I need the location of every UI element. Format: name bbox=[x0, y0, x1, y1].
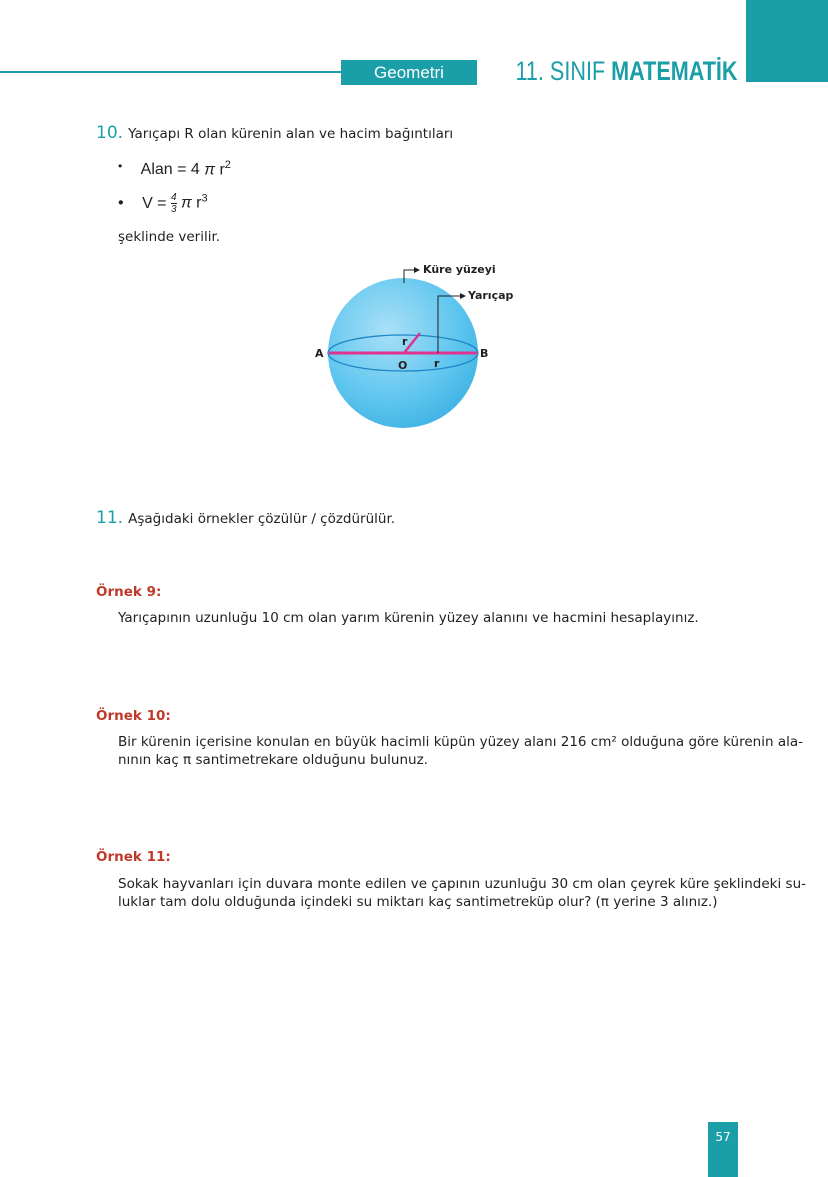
point-b: B bbox=[480, 347, 489, 360]
item-text: Aşağıdaki örnekler çözülür / çözdürülür. bbox=[128, 511, 396, 527]
arrow-icon bbox=[460, 293, 466, 299]
example-10-text: Bir kürenin içerisine konulan en büyük hacimli küpün yüzey alanı 216 cm² olduğuna göre kürenin ala- bbox=[118, 734, 803, 750]
denominator: 3 bbox=[170, 204, 177, 215]
example-9-title: Örnek 9: bbox=[96, 584, 162, 600]
example-10-text: nının kaç π santimetrekare olduğunu bulunuz. bbox=[118, 752, 428, 768]
item-number: 11. bbox=[96, 508, 124, 528]
radius-label: Yarıçap bbox=[468, 289, 514, 302]
arrow-icon bbox=[414, 267, 420, 273]
r-label: r bbox=[402, 335, 408, 348]
exponent: 3 bbox=[201, 192, 208, 205]
var: r bbox=[196, 194, 202, 212]
example-10-title: Örnek 10: bbox=[96, 708, 171, 724]
header-rule bbox=[0, 71, 342, 73]
example-11-text: Sokak hayvanları için duvara monte edilen ve çapının uzunluğu 30 cm olan çeyrek küre şeklindeki su- bbox=[118, 876, 807, 892]
pi: π bbox=[181, 194, 192, 212]
corner-block bbox=[746, 0, 828, 82]
numerator: 4 bbox=[170, 192, 177, 203]
page-number: 57 bbox=[708, 1122, 738, 1177]
item-11 bbox=[96, 508, 395, 528]
r-label: r bbox=[434, 357, 440, 370]
bullet: • bbox=[118, 194, 124, 212]
var: r bbox=[219, 161, 225, 179]
example-11-text: luklar tam dolu olduğunda içindeki su miktarı kaç santimetreküp olur? (π yerine 3 alınız.) bbox=[118, 894, 718, 910]
point-a: A bbox=[315, 347, 324, 360]
item-number: 10. bbox=[96, 123, 124, 143]
example-9-text: Yarıçapının uzunluğu 10 cm olan yarım kürenin yüzey alanını ve hacmini hesaplayınız. bbox=[118, 610, 699, 626]
closing-text: şeklinde verilir. bbox=[118, 229, 221, 245]
item-text: Yarıçapı R olan kürenin alan ve hacim bağıntıları bbox=[128, 126, 454, 142]
formula-area bbox=[118, 159, 231, 179]
pi: π bbox=[204, 161, 215, 179]
surface-label: Küre yüzeyi bbox=[423, 263, 496, 276]
course: MATEMATİK bbox=[611, 56, 738, 86]
item-10 bbox=[96, 123, 453, 143]
exponent: 2 bbox=[224, 159, 231, 171]
sphere-figure bbox=[300, 255, 530, 440]
formula-lhs: Alan = 4 bbox=[140, 161, 200, 179]
bullet: • bbox=[118, 159, 123, 173]
formula-lhs: V = bbox=[142, 194, 167, 212]
fraction bbox=[171, 192, 177, 215]
page-header-title bbox=[516, 56, 738, 87]
example-11-title: Örnek 11: bbox=[96, 849, 171, 865]
grade: 11. SINIF bbox=[515, 56, 606, 86]
center-o: O bbox=[398, 359, 408, 372]
subject-badge: Geometri bbox=[341, 60, 477, 85]
formula-volume bbox=[118, 192, 208, 215]
